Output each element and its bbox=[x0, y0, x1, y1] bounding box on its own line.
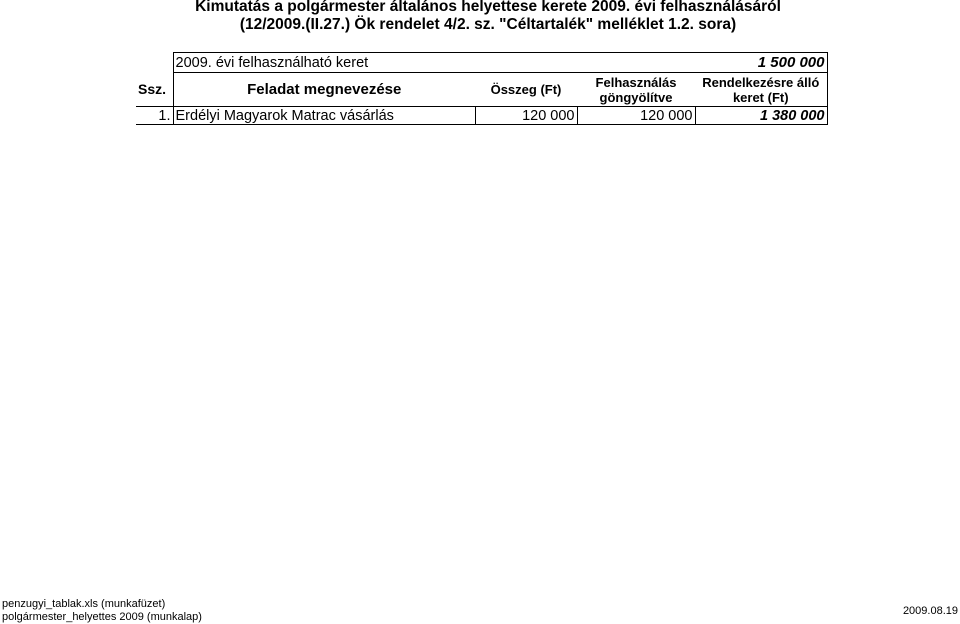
row-amount: 120 000 bbox=[475, 107, 577, 125]
row-cumulative: 120 000 bbox=[577, 107, 695, 125]
footer-sheet-name: polgármester_helyettes 2009 (munkalap) bbox=[2, 611, 202, 623]
header-amount: Összeg (Ft) bbox=[475, 73, 577, 107]
table-row bbox=[136, 107, 827, 125]
header-task: Feladat megnevezése bbox=[173, 73, 475, 107]
document-title bbox=[178, 0, 798, 34]
title-line-2: (12/2009.(II.27.) Ök rendelet 4/2. sz. "Céltartalék" melléklet 1.2. sora) bbox=[239, 16, 737, 33]
budget-label: 2009. évi felhasználható keret bbox=[173, 53, 695, 73]
header-available: Rendelkezésre álló keret (Ft) bbox=[695, 73, 827, 107]
footer-date: 2009.08.19 bbox=[902, 605, 958, 617]
title-line-1: Kimutatás a polgármester általános helyettese kerete 2009. évi felhasználásáról bbox=[195, 0, 781, 15]
row-task: Erdélyi Magyarok Matrac vásárlás bbox=[173, 107, 475, 125]
row-available: 1 380 000 bbox=[695, 107, 827, 125]
budget-value: 1 500 000 bbox=[695, 53, 827, 73]
header-cumulative: Felhasználás göngyölítve bbox=[577, 73, 695, 107]
footer-file-info bbox=[2, 598, 202, 624]
footer-file-name: penzugyi_tablak.xls (munkafüzet) bbox=[2, 598, 166, 610]
budget-row bbox=[136, 53, 827, 73]
row-ssz: 1. bbox=[136, 107, 173, 125]
header-ssz: Ssz. bbox=[136, 73, 173, 107]
table-header-row bbox=[136, 73, 827, 107]
budget-table bbox=[136, 52, 828, 125]
